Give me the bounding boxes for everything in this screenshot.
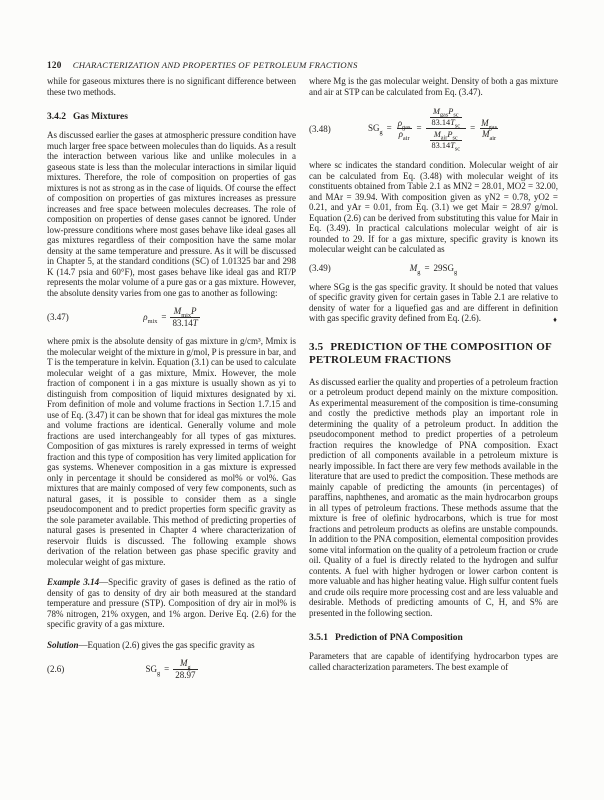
fraction-gas [430,107,463,130]
section-title: Prediction of PNA Composition [335,633,463,644]
numerator: $M_{mix}P$ [173,306,197,319]
equation-lhs: $M_g$ [409,263,421,276]
section-heading-3-4-2 [47,112,296,123]
paragraph-gas-mixtures-1: As discussed earlier the gases at atmospheric pressure condition have much larger free space between molecules than do liquids. As a result the interaction between various like and unlike molecules in a gaseous state is less than the molecular interactions in similar liquid mixtures. Therefore, the role of composition on properties of gas mixtures is not as strong as in the case of liquids. Of course the effect of composition on properties of gas mixtures increases as pressure increases and free space between molecules decreases. The role of composition on properties of dense gases cannot be ignored. Under low-pressure conditions where most gases behave like ideal gases all gas mixtures regardless of their composition have the same molar density at the same temperature and pressure. As it will be discussed in Chapter 5, at the standard conditions (SC) of 1.01325 bar and 298 K (14.7 psia and 60°F), most gases behave like ideal gas and RT/P represents the molar volume of a pure gas or a gas mixture. However, the absolute density varies from one gas to another as following: [47,130,296,298]
example-body: —Specific gravity of gases is defined as the ratio of density of gas to density of dry air both measured at the standard temperature and pressure (STP). Composition of dry air in mol% is 78% nitrogen, 21% oxygen, and 1% argon. Derive Eq. (2.6) for the specific gravity of a gas mixture. [47,577,296,629]
running-title: CHARACTERIZATION AND PROPERTIES OF PETROLEUM FRACTIONS [72,60,358,70]
paragraph-standard-condition: where sc indicates the standard condition. Molecular weight of air can be calculated from Eq. (3.48) with molecular weight of its constituents obtained from Table 2.1 as MN2 = 28.01, MO2 = 32.00, and MAr = 39.94. With composition given as yN2 = 0.78, yO2 = 0.21, and yAr = 0.01, from Eq. (3.1) we get Mair = 28.97 g/mol. Equation (2.6) can be derived from substituting this value for Mair in Eq. (3.49). In practical calculations molecular weight of air is rounded to 29. If for a gas mixture, specific gravity is known its molecular weight can be calculated as [309,160,558,254]
solution-lead: Solution [47,639,79,650]
end-of-example-diamond-icon: ♦ [553,314,557,324]
paragraph-pna-parameters: Parameters that are capable of identifying hydrocarbon types are called characterization parameters. The best example of [309,651,558,672]
section-title: Gas Mixtures [73,112,128,122]
denominator: 83.14T [172,317,198,328]
running-header [47,55,559,73]
numerator: $\rho_{gas}$ [397,117,411,131]
section-title: PREDICTION OF THE COMPOSITION OF PETROLEUM FRACTIONS [309,340,552,367]
paragraph-intro-continuation: while for gaseous mixtures there is no significant difference between these two methods. [47,76,296,97]
section-heading-3-5 [309,341,558,368]
equation-3-48 [309,106,558,151]
denominator: 28.97 [175,669,196,680]
equals-sign: = [424,263,430,274]
paragraph-example-314 [47,577,296,630]
page-number: 120 [47,60,62,70]
equation-label: (3.47) [47,311,69,322]
equation-label: (3.48) [309,123,331,134]
example-lead: Example 3.14 [47,577,100,587]
section-number: 3.5.1 [309,633,328,644]
section-number: 3.5 [309,340,324,353]
paragraph-solution [47,640,296,651]
fraction-nested [426,106,467,151]
solution-body: —Equation (2.6) gives the gas specific gravity as [78,639,255,650]
equation-formula [368,106,499,151]
equation-formula [410,263,457,274]
equation-3-49 [309,263,558,274]
equation-lhs: $SG_g$ [145,663,161,677]
equals-sign: = [386,123,392,134]
fraction-m [479,118,499,140]
paragraph-prediction-composition: As discussed earlier the quality and properties of a petroleum fraction or a petroleum product depend mainly on the mixture composition. As experimental measurement of the composition is time-consuming and costly the predictive methods play an important role in determining the quality of a petroleum product. In addition the pseudocomponent method to predict properties of a petroleum fraction requires the knowledge of PNA composition. Exact prediction of all components available in a petroleum mixture is nearly impossible. In fact there are very few methods available in the literature that are used to predict the composition. These methods are mainly capable of predicting the amounts (in percentages) of paraffins, naphthenes, and aromatic as the main hydrocarbon groups in all types of petroleum fractions. These methods assume that the mixture is free of olefinic hydrocarbons, which is true for most fractions and petroleum products as olefins are unstable compounds. In addition to the PNA composition, elemental composition provides some vital information on the quality of a petroleum fraction or crude oil. Quality of a fuel is directly related to the hydrogen and sulfur contents. A fuel with higher hydrogen or lower carbon content is more valuable and has higher heating value. High sulfur content fuels and crude oils require more processing cost and are less valuable and desirable. Methods of predicting amounts of C, H, and S% are presented in the following section. [309,376,558,618]
equals-sign: = [164,663,170,674]
denominator: $M_{air}$ [482,129,497,142]
equation-formula [143,306,199,328]
denominator: $\rho_{air}$ [398,129,410,142]
equation-3-47 [47,306,296,328]
paragraph-gas-mixtures-2: where ρmix is the absolute density of gas mixture in g/cm³, Mmix is the molecular weight of the mixture in g/mol, P is pressure in bar, and T is the temperature in kelvin. Equation (3.1) can be used to calculate molecular weight of a gas mixture, Mmix. However, the mole fraction of component i in a gas mixture is usually shown as yi to distinguish from composition of liquid mixtures designated by xi. From definition of mole and volume fractions in Section 1.7.15 and use of Eq. (3.47) it can be shown that for ideal gas mixtures the mole and volume fractions are identical. Generally volume and mole fractions are used interchangeably for all types of gas mixtures. Composition of gas mixtures is rarely expressed in terms of weight fraction and this type of composition has very limited application for gas systems. Whenever composition in a gas mixture is expressed only in percentage it should be considered as mol% or vol%. Gas mixtures that are mainly composed of very few components, such as natural gases, it is possible to consider them as a single pseudocomponent and to predict properties form specific gravity as the sole parameter available. This method of predicting properties of natural gases is presented in Chapter 4 where characterization of reservoir fluids is discussed. The following example shows derivation of the relation between gas phase specific gravity and molecular weight of gas mixture. [47,336,296,567]
paragraph-mg-continuation: where Mg is the gas molecular weight. Density of both a gas mixture and air at STP can be calculated from Eq. (3.47). [309,76,558,97]
right-column [309,76,558,672]
numerator: $M_{air}P_{sc}$ [433,130,458,142]
fraction [173,658,197,680]
fraction-air [430,130,463,153]
equation-rhs: $29SG_g$ [433,263,458,276]
section-heading-3-5-1 [309,633,558,644]
equation-2-6 [47,658,296,680]
denominator [426,128,467,151]
equation-label: (2.6) [47,663,65,674]
numerator: $M_{gas}P_{sc}$ [432,107,459,119]
equation-lhs: $SG_g$ [367,123,383,137]
equation-lhs: $\rho_{mix}$ [143,311,158,325]
fraction-rho [396,118,413,140]
numerator: $M_{gas}$ [481,117,498,131]
equals-sign: = [470,123,476,134]
left-column [47,76,296,688]
equation-formula [146,658,198,680]
equation-label: (3.49) [309,262,331,273]
section-number: 3.4.2 [47,112,66,122]
fraction [170,306,199,328]
denominator: $83.14T_{sc}$ [431,117,461,130]
paragraph-sg-note: where SGg is the gas specific gravity. It should be noted that values of specific gravity given for certain gases in Table 2.1 are relative to density of water for a liquefied gas and are different in definition with gas specific gravity defined from Eq. (2.6). ♦ [309,281,558,324]
denominator: $83.14T_{sc}$ [431,140,461,153]
equals-sign: = [416,123,422,134]
equals-sign: = [161,311,167,322]
numerator [426,106,467,128]
numerator: $M_g$ [180,658,191,671]
